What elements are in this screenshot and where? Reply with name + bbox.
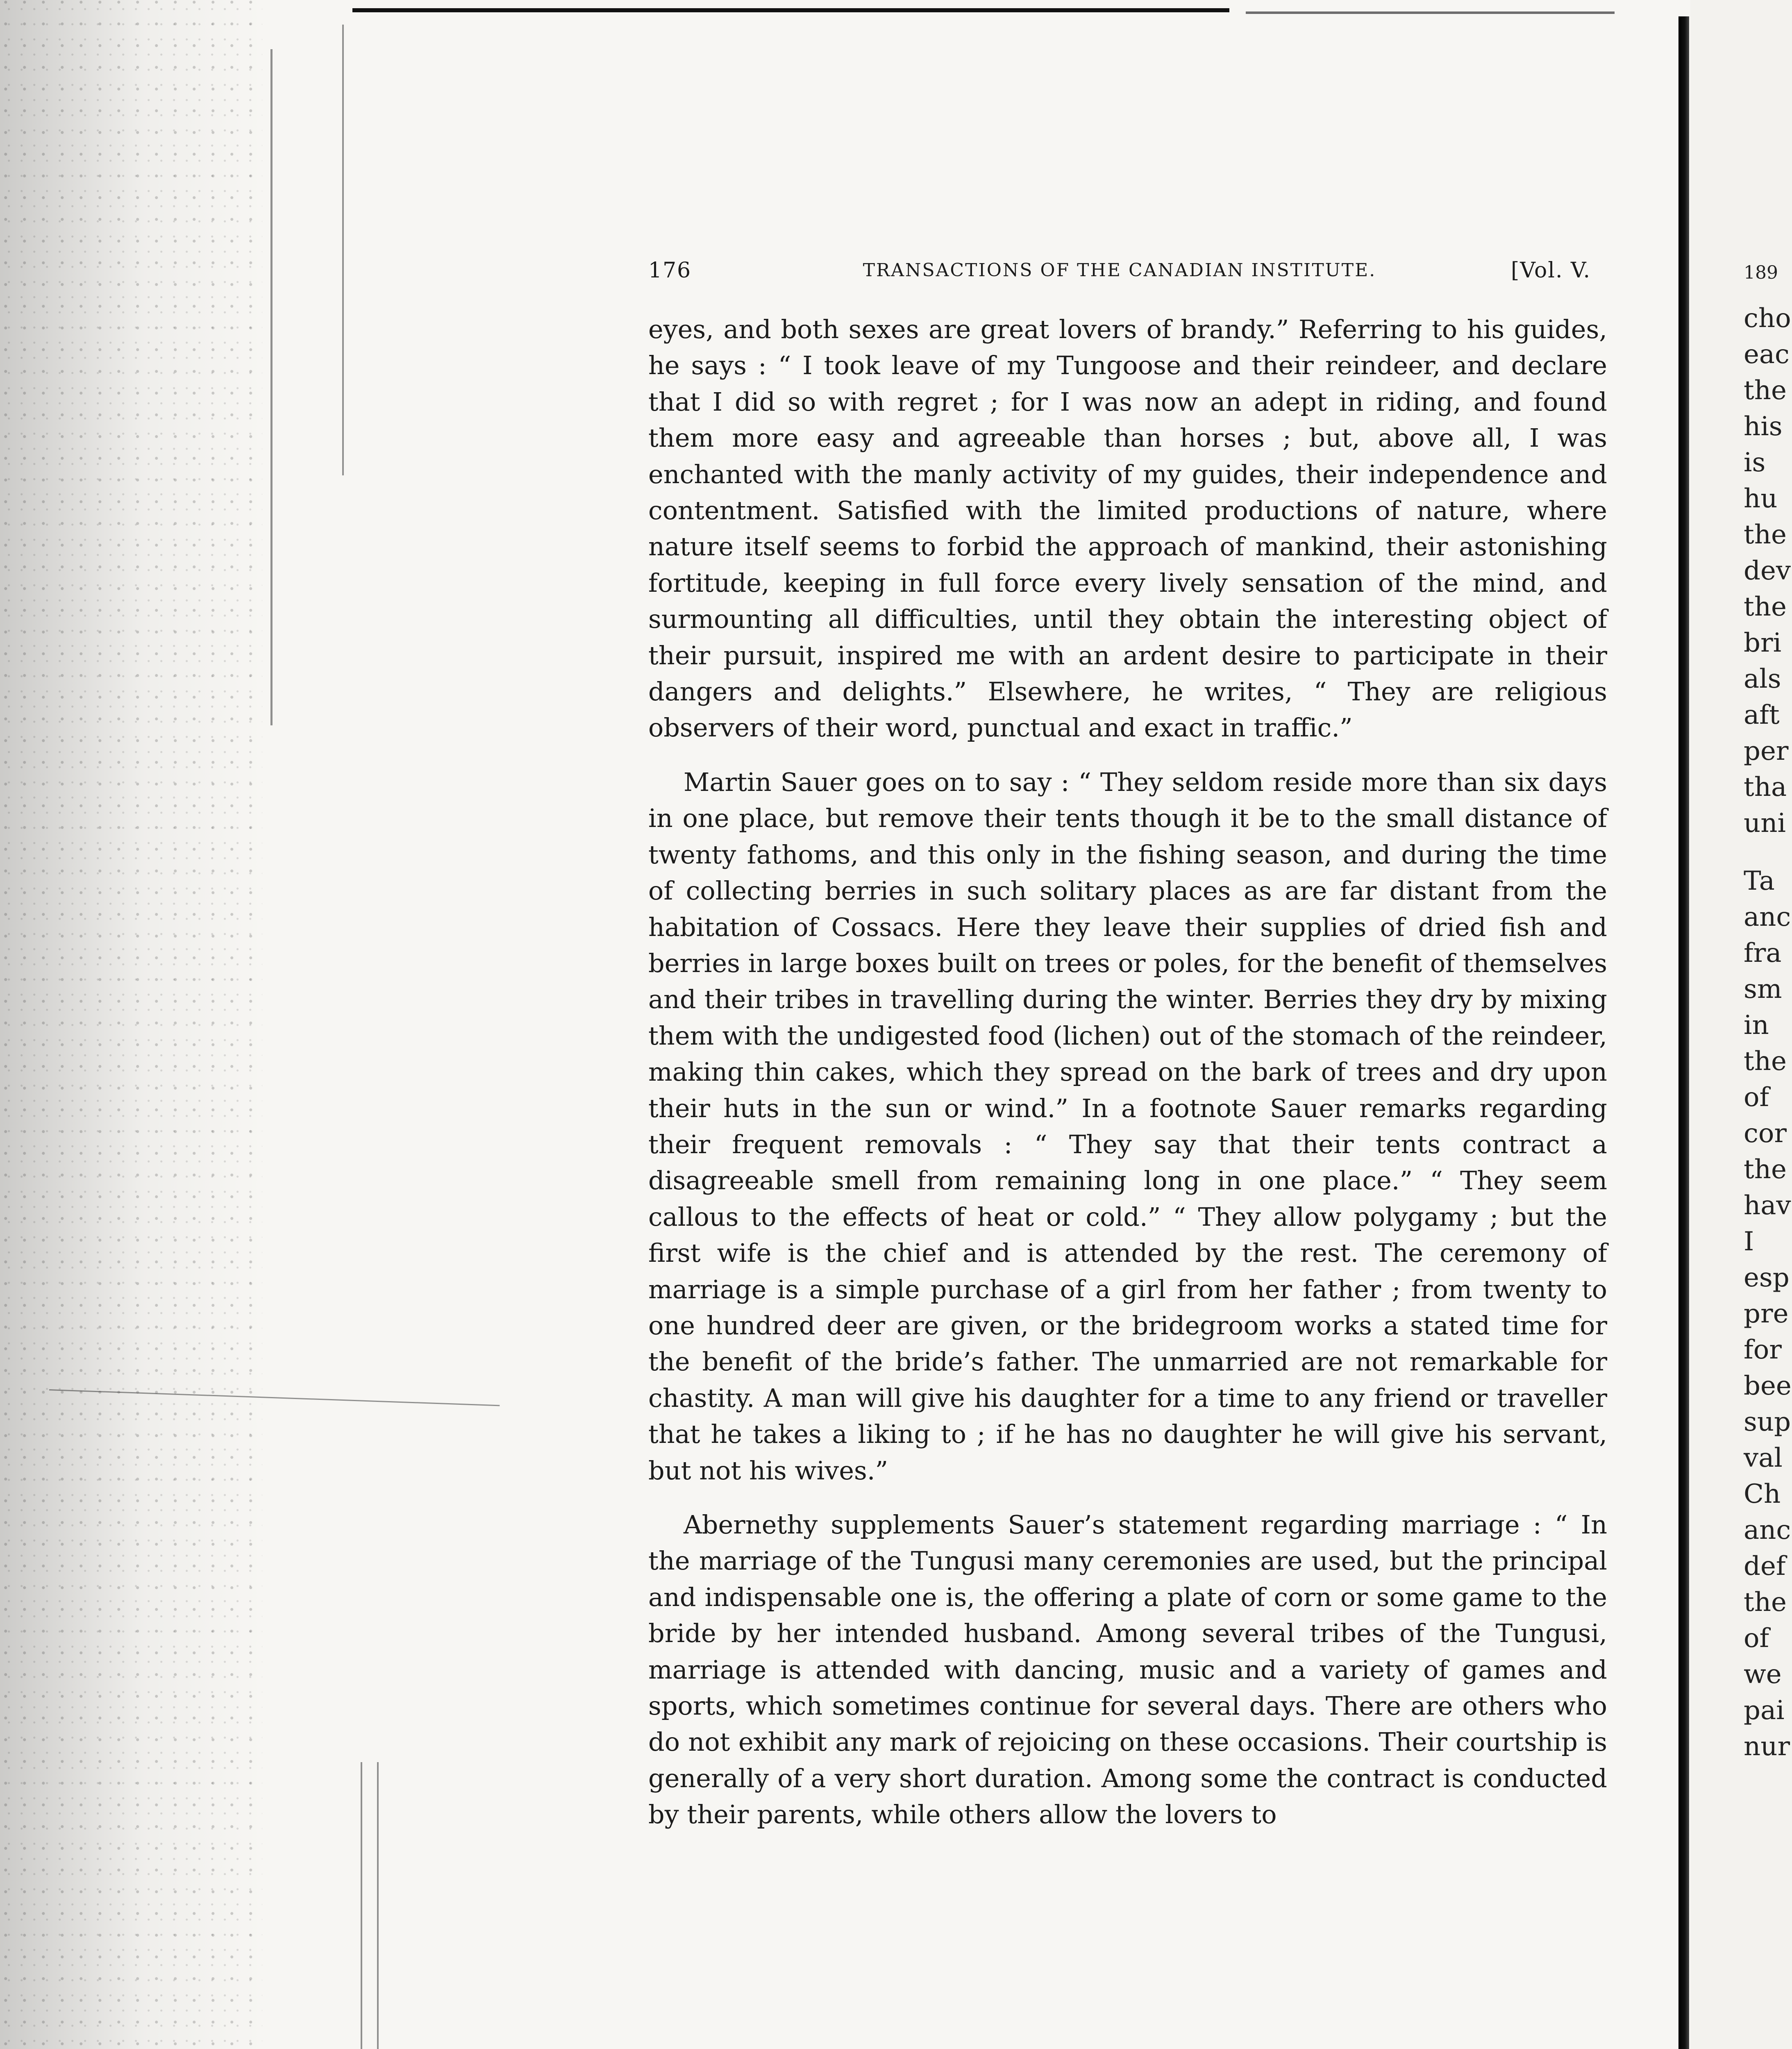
neighbor-line-fragment: bri (1744, 628, 1782, 658)
neighbor-line-fragment: the (1744, 592, 1787, 622)
neighbor-line-fragment: Ch (1744, 1479, 1781, 1509)
neighbor-line-fragment: val (1744, 1442, 1783, 1473)
paragraph: Abernethy supplements Sauer’s statement regarding marriage : “ In the marriage of the Tungusi many ceremonies are used, but the principal and indispensable one is, the offering a plate of corn or some game to the bride by her intended husband. Among several tribes of the Tungusi, marriage is attended with dancing, music and a variety of games and sports, which sometimes continue for several days. There are others who do not exhibit any mark of rejoicing on these occasions. Their courtship is generally of a very short duration. Among some the contract is conducted by their parents, while others allow the lovers to (648, 1510, 1607, 1830)
neighbor-line-fragment: of (1744, 1082, 1769, 1113)
neighbor-line-fragment: aft (1744, 700, 1780, 730)
neighbor-line-fragment: eac (1744, 339, 1790, 370)
paragraph: Martin Sauer goes on to say : “ They seldom reside more than six days in one place, but remove their tents though it be to the small distance of twenty fathoms, and this only in the fishing season, and during the time of collecting berries in such solitary places as are far distant from the habitation of Cossacs. Here they leave their supplies of dried fish and berries in large boxes built on trees or poles, for the benefit of themselves and their tribes in travelling during the winter. Berries they dry by mixing them with the undigested food (lichen) out of the stomach of the reindeer, making thin cakes, which they spread on the bark of trees and dry upon their huts in the sun or wind.” In a footnote Sauer remarks regarding their frequent removals : “ They say that their tents contract a disagreeable smell from remaining long in one place.” “ They seem callous to the effects of heat or cold.” “ They allow polygamy ; but the first wife is the chief and is attended by the rest. The ceremony of marriage is a simple purchase of a girl from her father ; from twenty to one hundred deer are given, or the bridegroom works a stated time for the benefit of the bride’s father. The unmarried are not remarkable for chastity. A man will give his daughter for a time to any friend or traveller that he takes a liking to ; if he has no daughter he will give his servant, but not his wives.” (648, 767, 1607, 1486)
neighbor-line-fragment: the (1744, 1587, 1787, 1617)
neighbor-line-fragment: the (1744, 520, 1787, 550)
journal-title: TRANSACTIONS OF THE CANADIAN INSTITUTE. (863, 260, 1376, 281)
scan-noise-left-edge (0, 0, 262, 2049)
neighbor-line-fragment: als (1744, 664, 1781, 694)
neighbor-line-fragment: hu (1744, 484, 1778, 514)
neighbor-line-fragment: Ta (1744, 865, 1775, 896)
top-edge-rule (1246, 11, 1615, 14)
neighbor-line-fragment: for (1744, 1334, 1782, 1365)
neighbor-line-fragment: bee (1744, 1370, 1792, 1401)
neighbor-line-fragment: per (1744, 736, 1789, 766)
body-text (648, 311, 1607, 1833)
top-edge-rule (352, 8, 1229, 12)
neighbor-line-fragment: sm (1744, 974, 1782, 1004)
paragraph: eyes, and both sexes are great lovers of brandy.” Referring to his guides, he says : “ I took leave of my Tungoose and their reindeer, and declare that I did so with regret ; for I was now an adept in riding, and found them more easy and agreeable than horses ; but, above all, I was enchanted with the manly activity of my guides, their independence and contentment. Satisfied with the limited productions of nature, where nature itself seems to forbid the approach of mankind, their astonishing fortitude, keeping in full force every lively sensation of the mind, and surmounting all difficulties, until they obtain the interesting object of their pursuit, inspired me with an ardent desire to participate in their dangers and delights.” Elsewhere, he writes, “ They are religious observers of their word, punctual and exact in traffic.” (648, 314, 1607, 743)
neighbor-line-fragment: of (1744, 1623, 1769, 1654)
neighbor-line-fragment: anc (1744, 902, 1791, 932)
neighbor-line-fragment: we (1744, 1659, 1782, 1690)
neighbor-line-fragment: nur (1744, 1731, 1790, 1762)
running-head (648, 258, 1591, 287)
page-fold-line (377, 1762, 379, 2049)
volume-label: [Vol. V. (1510, 258, 1591, 283)
neighbor-line-fragment: esp (1744, 1262, 1790, 1293)
neighbor-line-fragment: fra (1744, 938, 1782, 968)
neighbor-line-fragment: his (1744, 411, 1783, 442)
neighbor-line-fragment: the (1744, 1154, 1787, 1185)
neighbor-line-fragment: the (1744, 375, 1787, 406)
neighbor-line-fragment: pai (1744, 1695, 1785, 1726)
neighbor-line-fragment: is (1744, 448, 1766, 478)
neighbor-line-fragment: def (1744, 1551, 1786, 1581)
neighbor-line-fragment: the (1744, 1046, 1787, 1077)
neighbor-line-fragment: uni (1744, 808, 1786, 838)
page-fold-line (270, 49, 273, 725)
neighbor-line-fragment: cho (1744, 303, 1791, 334)
neighbor-line-fragment: I (1744, 1226, 1754, 1257)
binding-gutter (1678, 16, 1689, 2049)
neighbor-line-fragment: dev (1744, 556, 1791, 586)
page-number: 176 (648, 258, 692, 283)
page-fold-line (342, 25, 344, 475)
neighbor-page-edge (1690, 0, 1792, 2049)
neighbor-header-fragment: 189 (1744, 262, 1778, 283)
neighbor-line-fragment: cor (1744, 1118, 1787, 1149)
neighbor-line-fragment: hav (1744, 1190, 1791, 1221)
neighbor-line-fragment: pre (1744, 1298, 1789, 1329)
neighbor-line-fragment: anc (1744, 1515, 1791, 1545)
neighbor-line-fragment: in (1744, 1010, 1769, 1040)
neighbor-line-fragment: sup (1744, 1406, 1791, 1437)
page-fold-line (361, 1762, 362, 2049)
neighbor-line-fragment: tha (1744, 772, 1787, 802)
